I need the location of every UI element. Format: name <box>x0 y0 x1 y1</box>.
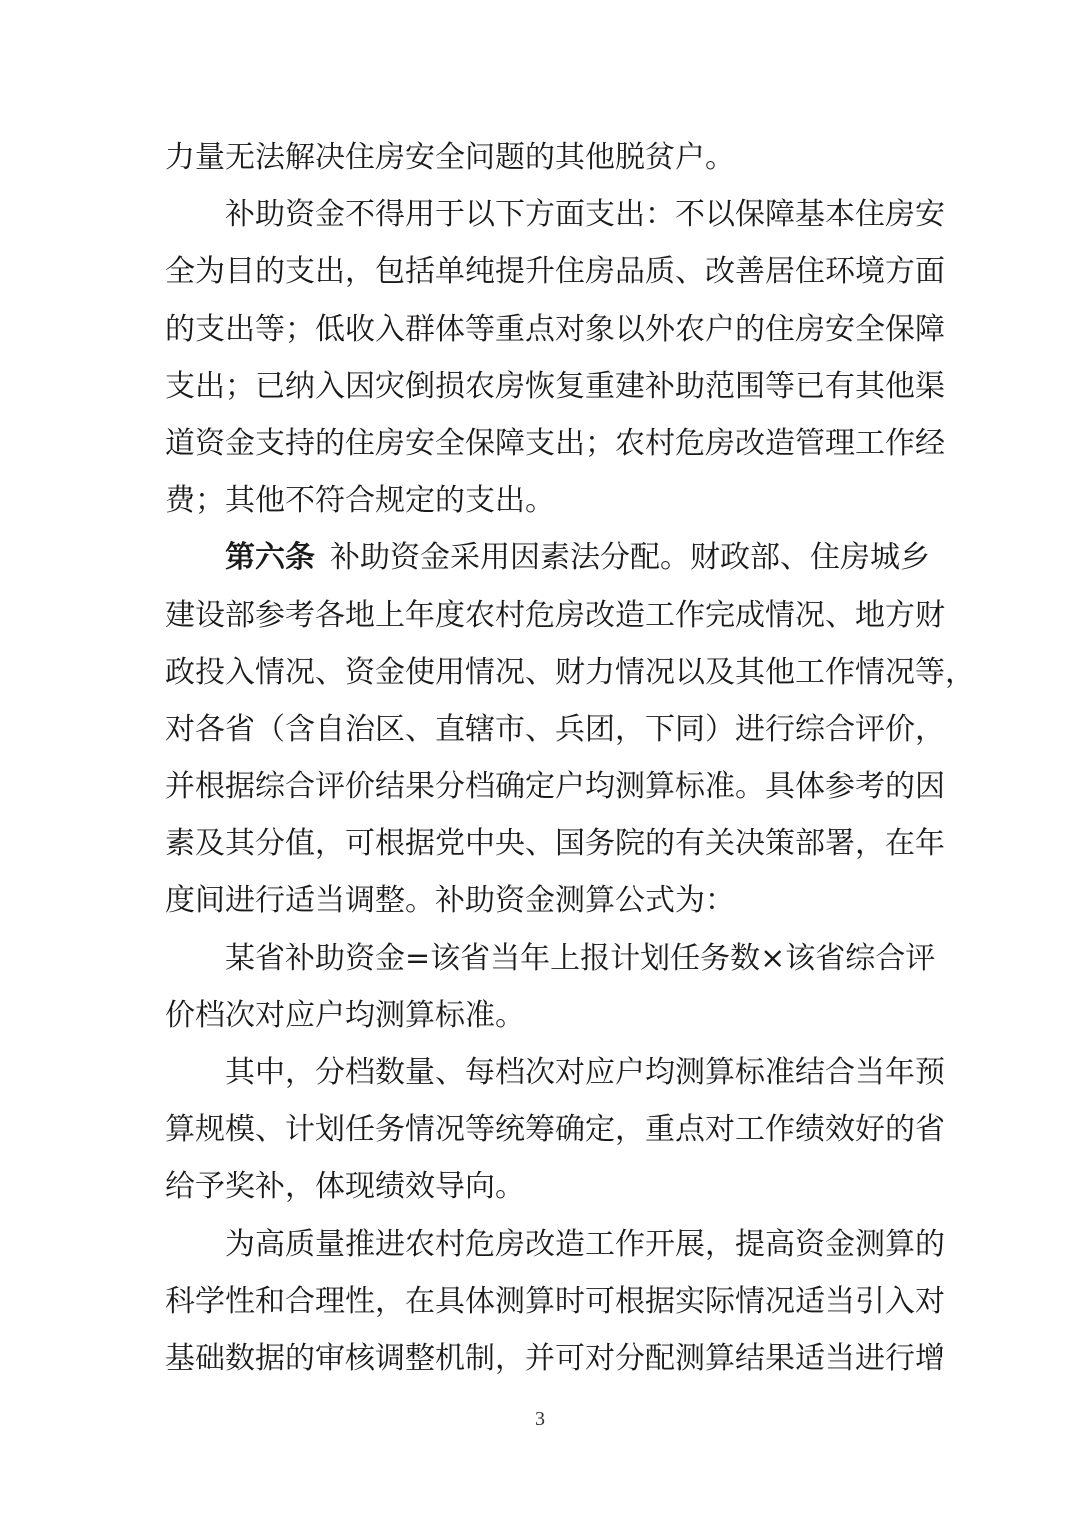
text-line: 其中，分档数量、每档次对应户均测算标准结合当年预 <box>225 1055 945 1090</box>
text-line: 的支出等；低收入群体等重点对象以外农户的住房安全保障 <box>165 311 945 347</box>
text-line: 对各省（含自治区、直辖市、兵团，下同）进行综合评价， <box>165 711 945 747</box>
text-line: 给予奖补，体现绩效导向。 <box>165 1169 525 1205</box>
page-number: 3 <box>535 1408 545 1430</box>
text-line: 费；其他不符合规定的支出。 <box>165 483 555 519</box>
document-body <box>165 129 975 1387</box>
article-heading-line <box>165 529 930 586</box>
text-line: 政投入情况、资金使用情况、财力情况以及其他工作情况等， <box>165 654 975 690</box>
text-line: 素及其分值，可根据党中央、国务院的有关决策部署，在年 <box>165 826 945 862</box>
text-line: 全为目的支出，包括单纯提升住房品质、改善居住环境方面 <box>165 254 945 290</box>
text-line: 科学性和合理性，在具体测算时可根据实际情况适当引入对 <box>165 1283 945 1319</box>
text-line: 度间进行适当调整。补助资金测算公式为： <box>165 883 735 919</box>
formula-line: 某省补助资金=该省当年上报计划任务数×该省综合评 <box>225 940 936 976</box>
text-span: 补助资金采用因素法分配。财政部、住房城乡 <box>330 540 930 576</box>
text-line: 算规模、计划任务情况等统筹确定，重点对工作绩效好的省 <box>165 1112 945 1148</box>
text-line: 道资金支持的住房安全保障支出；农村危房改造管理工作经 <box>165 425 945 461</box>
text-line: 为高质量推进农村危房改造工作开展，提高资金测算的 <box>225 1226 945 1262</box>
text-line: 支出；已纳入因灾倒损农房恢复重建补助范围等已有其他渠 <box>165 368 945 404</box>
article-heading: 第六条 <box>225 540 315 576</box>
text-line: 价档次对应户均测算标准。 <box>165 997 525 1033</box>
article-heading-gap <box>315 540 330 575</box>
text-line: 基础数据的审核调整机制，并可对分配测算结果适当进行增 <box>165 1340 945 1376</box>
text-line: 并根据综合评价结果分档确定户均测算标准。具体参考的因 <box>165 769 945 805</box>
text-line: 补助资金不得用于以下方面支出：不以保障基本住房安 <box>225 197 945 233</box>
text-line: 力量无法解决住房安全问题的其他脱贫户。 <box>165 140 735 175</box>
text-line: 建设部参考各地上年度农村危房改造工作完成情况、地方财 <box>165 597 945 633</box>
